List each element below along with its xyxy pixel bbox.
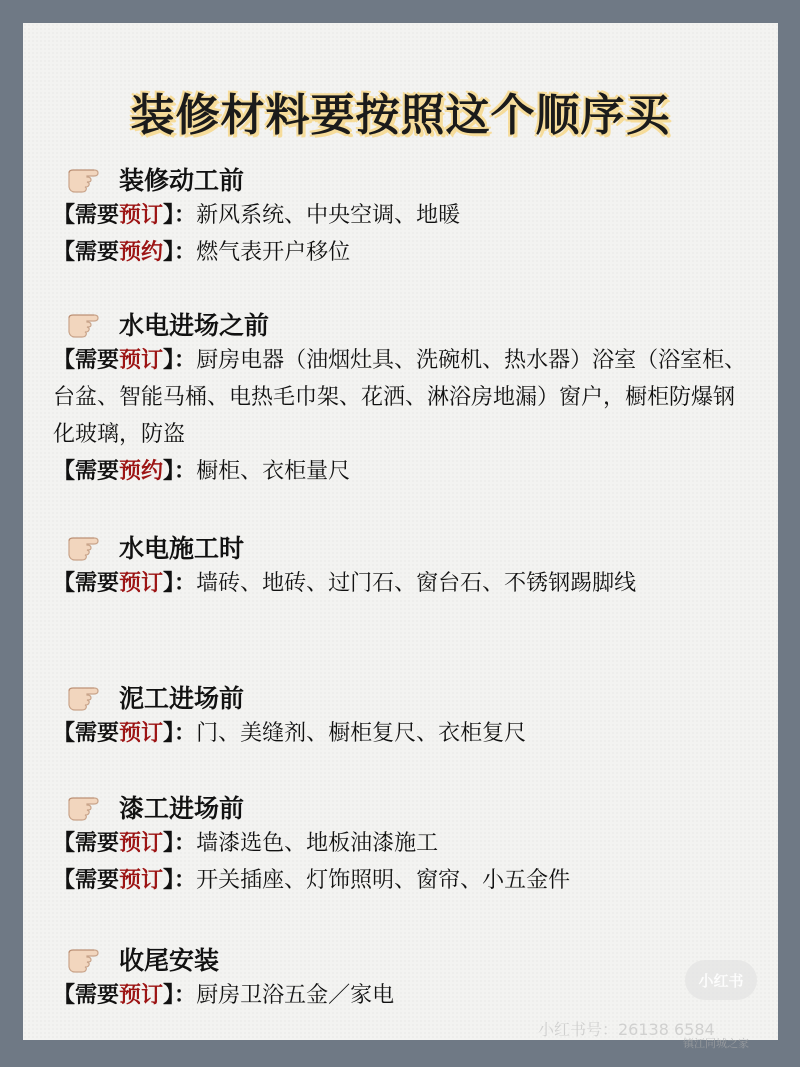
- tag-suffix: 】: [163, 721, 175, 746]
- section-title: 漆工进场前: [119, 794, 245, 823]
- section-header: [53, 789, 753, 825]
- requirement-text: 开关插座、灯饰照明、窗帘、小五金件: [196, 868, 571, 893]
- content-card: [23, 23, 778, 1050]
- tag-suffix: 】: [163, 571, 175, 596]
- requirement-line: [53, 565, 753, 602]
- section-header: [53, 161, 753, 197]
- watermark-id: 小红书号：26138 6584: [538, 1020, 715, 1039]
- watermark-site: 镇江同城之家: [683, 1037, 749, 1050]
- section-title: 装修动工前: [119, 166, 245, 195]
- tag-colon: ：: [174, 831, 197, 856]
- section: [53, 306, 753, 490]
- tag-prefix: 【需要: [53, 721, 120, 746]
- tag-colon: ：: [174, 240, 197, 265]
- requirement-line: [53, 977, 753, 1014]
- tag-highlight: 预订: [119, 348, 164, 373]
- section-title: 收尾安装: [119, 946, 220, 975]
- section-title: 水电施工时: [119, 534, 245, 563]
- tag-colon: ：: [174, 983, 197, 1008]
- tag-highlight: 预约: [119, 459, 164, 484]
- requirement-text: 燃气表开户移位: [196, 240, 351, 265]
- tag-highlight: 预订: [119, 203, 164, 228]
- requirement-text: 墙漆选色、地板油漆施工: [196, 831, 439, 856]
- pointing-hand-icon: [67, 682, 109, 712]
- tag-prefix: 【需要: [53, 983, 120, 1008]
- tag-suffix: 】: [163, 868, 175, 893]
- tag-suffix: 】: [163, 831, 175, 856]
- tag-highlight: 预订: [119, 571, 164, 596]
- requirement-text: 墙砖、地砖、过门石、窗台石、不锈钢踢脚线: [196, 571, 637, 596]
- requirement-text: 新风系统、中央空调、地暖: [196, 203, 461, 228]
- tag-prefix: 【需要: [53, 831, 120, 856]
- pointing-hand-icon: [67, 944, 109, 974]
- requirement-text: 门、美缝剂、橱柜复尺、衣柜复尺: [196, 721, 527, 746]
- tag-colon: ：: [174, 459, 197, 484]
- section-header: [53, 529, 753, 565]
- requirement-text: 厨房电器（油烟灶具、洗碗机、热水器）浴室（浴室柜、台盆、智能马桶、电热毛巾架、花洒、淋浴房地漏）窗户，橱柜防爆钢化玻璃，防盗: [53, 348, 747, 447]
- tag-prefix: 【需要: [53, 240, 120, 265]
- requirement-text: 橱柜、衣柜量尺: [196, 459, 351, 484]
- tag-highlight: 预订: [119, 868, 164, 893]
- section: [53, 679, 753, 752]
- tag-prefix: 【需要: [53, 348, 120, 373]
- pointing-hand-icon: [67, 532, 109, 562]
- section: [53, 529, 753, 602]
- pointing-hand-icon: [67, 792, 109, 822]
- tag-highlight: 预订: [119, 721, 164, 746]
- tag-prefix: 【需要: [53, 203, 120, 228]
- tag-colon: ：: [174, 571, 197, 596]
- tag-prefix: 【需要: [53, 459, 120, 484]
- tag-highlight: 预订: [119, 983, 164, 1008]
- tag-suffix: 】: [163, 203, 175, 228]
- requirement-line: [53, 715, 753, 752]
- tag-highlight: 预约: [119, 240, 164, 265]
- requirement-line: [53, 825, 753, 862]
- section-header: [53, 941, 753, 977]
- tag-suffix: 】: [163, 983, 175, 1008]
- tag-prefix: 【需要: [53, 571, 120, 596]
- requirement-text: 厨房卫浴五金／家电: [196, 983, 395, 1008]
- requirement-line: [53, 862, 753, 899]
- section: [53, 161, 753, 271]
- requirement-line: [53, 342, 753, 453]
- section-header: [53, 679, 753, 715]
- requirement-line: [53, 234, 753, 271]
- tag-colon: ：: [174, 348, 197, 373]
- section-title: 泥工进场前: [119, 684, 245, 713]
- tag-colon: ：: [174, 203, 197, 228]
- tag-suffix: 】: [163, 348, 175, 373]
- section: [53, 789, 753, 899]
- page-title: 装修材料要按照这个顺序买: [130, 90, 671, 141]
- tag-highlight: 预订: [119, 831, 164, 856]
- pointing-hand-icon: [67, 309, 109, 339]
- tag-suffix: 】: [163, 240, 175, 265]
- tag-suffix: 】: [163, 459, 175, 484]
- section: [53, 941, 753, 1014]
- tag-colon: ：: [174, 868, 197, 893]
- section-header: [53, 306, 753, 342]
- requirement-line: [53, 197, 753, 234]
- requirement-line: [53, 453, 753, 490]
- tag-prefix: 【需要: [53, 868, 120, 893]
- watermark-badge: 小红书: [685, 960, 757, 1000]
- pointing-hand-icon: [67, 164, 109, 194]
- tag-colon: ：: [174, 721, 197, 746]
- section-title: 水电进场之前: [119, 311, 270, 340]
